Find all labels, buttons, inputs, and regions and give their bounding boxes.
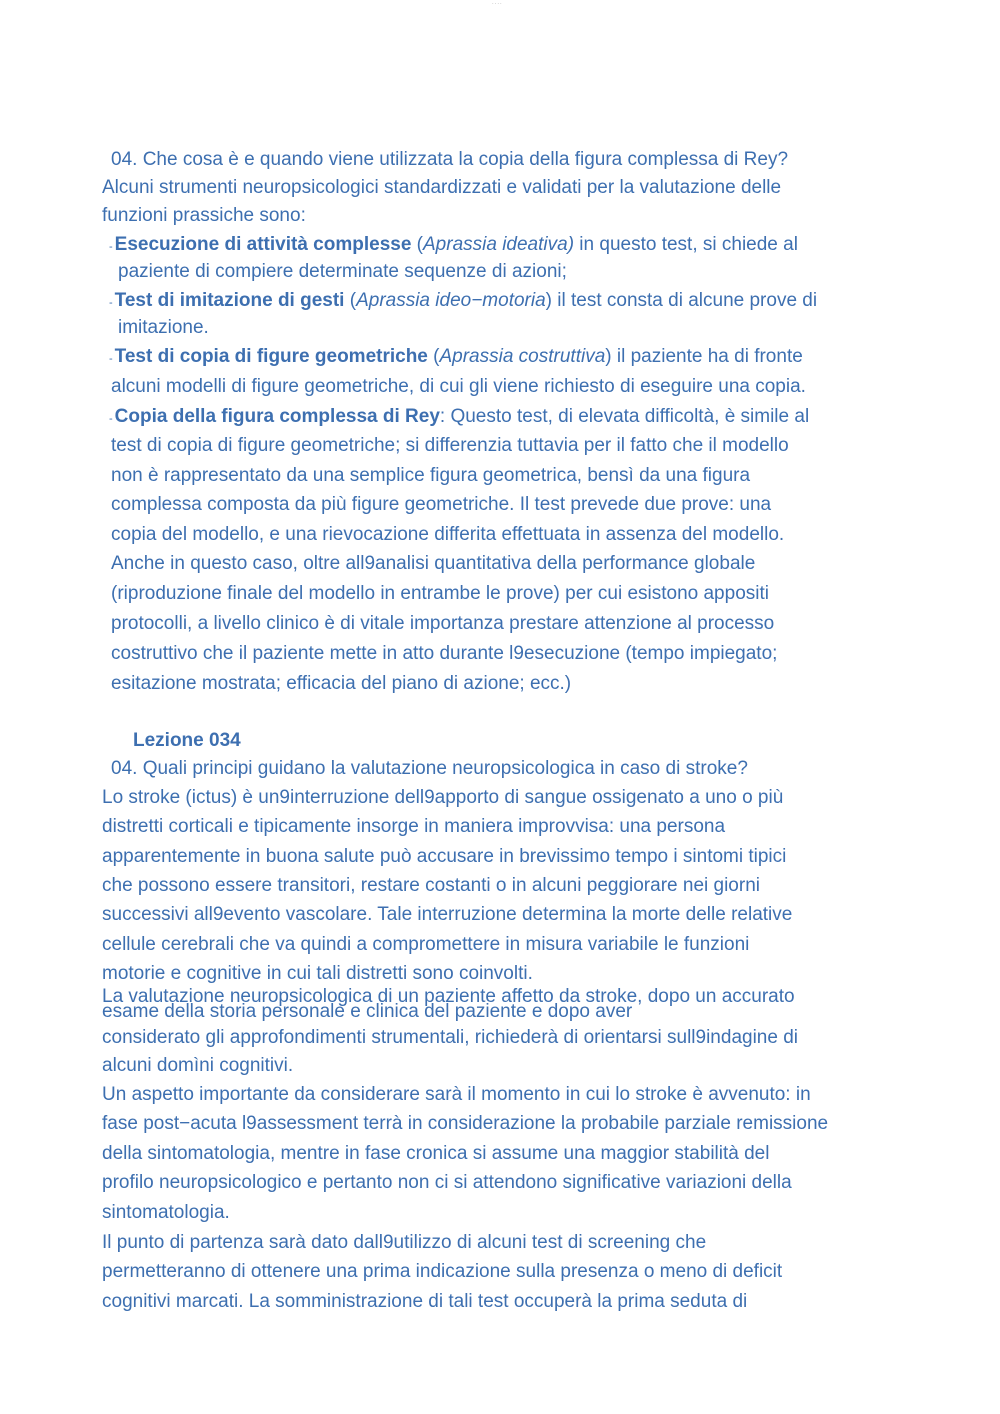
page-header-mark: .... <box>492 0 503 6</box>
list-item: - Copia della figura complessa di Rey: Questo test, di elevata difficoltà, è simile al <box>109 406 810 427</box>
paragraph-line: motorie e cognitive in cui tali distretti sono coinvolti. <box>102 963 533 984</box>
paragraph-line: La valutazione neuropsicologica di un paziente affetto da stroke, dopo un accurato <box>102 986 795 1007</box>
paragraph-line: fase post−acuta l9assessment terrà in considerazione la probabile parziale remissione <box>102 1113 829 1134</box>
list-item-continuation: copia del modello, e una rievocazione differita effettuata in assenza del modello. <box>111 524 785 545</box>
list-item-continuation: esitazione mostrata; efficacia del piano di azione; ecc.) <box>111 673 572 694</box>
item-type: Aprassia ideo−motoria <box>356 290 546 311</box>
intro-line-2: funzioni prassiche sono: <box>102 205 306 226</box>
paragraph-line: cellule cerebrali che va quindi a compromettere in misura variabile le funzioni <box>102 934 750 955</box>
bullet-marker: - <box>109 241 113 253</box>
paragraph-line: cognitivi marcati. La somministrazione di tali test occuperà la prima seduta di <box>102 1291 748 1312</box>
list-item: - Esecuzione di attività complesse (Aprassia ideativa) in questo test, si chiede al <box>109 234 798 255</box>
item-title: Copia della figura complessa di Rey <box>114 406 440 427</box>
paragraph-line: profilo neuropsicologico e pertanto non ci si attendono significative variazioni della <box>102 1172 792 1193</box>
list-item-continuation: paziente di compiere determinate sequenze di azioni; <box>118 261 567 282</box>
paragraph-line: Un aspetto importante da considerare sarà il momento in cui lo stroke è avvenuto: in <box>102 1084 811 1105</box>
paragraph-line: che possono essere transitori, restare costanti o in alcuni peggiorare nei giorni <box>102 875 760 896</box>
paragraph-line: Il punto di partenza sarà dato dall9utilizzo di alcuni test di screening che <box>102 1232 707 1253</box>
list-item: - Test di copia di figure geometriche (Aprassia costruttiva) il paziente ha di fronte <box>109 346 803 367</box>
paragraph-line: distretti corticali e tipicamente insorge in maniera improvvisa: una persona <box>102 816 726 837</box>
list-item-continuation: complessa composta da più figure geometriche. Il test prevede due prove: una <box>111 494 772 515</box>
question-rey: 04. Che cosa è e quando viene utilizzata la copia della figura complessa di Rey? <box>111 149 789 170</box>
list-item-continuation: test di copia di figure geometriche; si differenzia tuttavia per il fatto che il modello <box>111 435 789 456</box>
paragraph-line: Lo stroke (ictus) è un9interruzione dell9apporto di sangue ossigenato a uno o più <box>102 787 784 808</box>
list-item-continuation: alcuni modelli di figure geometriche, di cui gli viene richiesto di eseguire una copia. <box>111 376 806 397</box>
item-title: Test di imitazione di gesti <box>114 290 345 311</box>
list-item-continuation: protocolli, a livello clinico è di vitale importanza prestare attenzione al processo <box>111 613 775 634</box>
paragraph-line: apparentemente in buona salute può accusare in brevissimo tempo i sintomi tipici <box>102 846 787 867</box>
paragraph-line: sintomatologia. <box>102 1202 230 1223</box>
list-item-continuation: non è rappresentato da una semplice figura geometrica, bensì da una figura <box>111 465 751 486</box>
paragraph-line: permetteranno di ottenere una prima indicazione sulla presenza o meno di deficit <box>102 1261 783 1282</box>
list-item-continuation: imitazione. <box>118 317 209 338</box>
item-type: Aprassia ideativa) <box>423 234 575 255</box>
list-item-continuation: (riproduzione finale del modello in entrambe le prove) per cui esistono appositi <box>111 583 769 604</box>
paragraph-line: della sintomatologia, mentre in fase cronica si assume una maggior stabilità del <box>102 1143 770 1164</box>
bullet-marker: - <box>109 413 113 425</box>
question-stroke: 04. Quali principi guidano la valutazione neuropsicologica in caso di stroke? <box>111 758 748 779</box>
paragraph-line: successivi all9evento vascolare. Tale interruzione determina la morte delle relative <box>102 904 793 925</box>
paragraph-line: alcuni domìni cognitivi. <box>102 1055 294 1076</box>
item-type: Aprassia costruttiva <box>439 346 606 367</box>
paragraph-line: considerato gli approfondimenti strumentali, richiederà di orientarsi sull9indagine di <box>102 1027 798 1048</box>
bullet-marker: - <box>109 353 113 365</box>
item-title: Esecuzione di attività complesse <box>114 234 412 255</box>
bullet-marker: - <box>109 297 113 309</box>
list-item: - Test di imitazione di gesti (Aprassia ideo−motoria) il test consta di alcune prove di <box>109 290 818 311</box>
intro-line-1: Alcuni strumenti neuropsicologici standardizzati e validati per la valutazione delle <box>102 177 782 198</box>
item-title: Test di copia di figure geometriche <box>114 346 428 367</box>
lesson-title: Lezione 034 <box>133 730 241 751</box>
list-item-continuation: Anche in questo caso, oltre all9analisi quantitativa della performance globale <box>111 553 756 574</box>
paragraph-line: esame della storia personale e clinica del paziente e dopo aver <box>102 1001 633 1022</box>
list-item-continuation: costruttivo che il paziente mette in atto durante l9esecuzione (tempo impiegato; <box>111 643 778 664</box>
